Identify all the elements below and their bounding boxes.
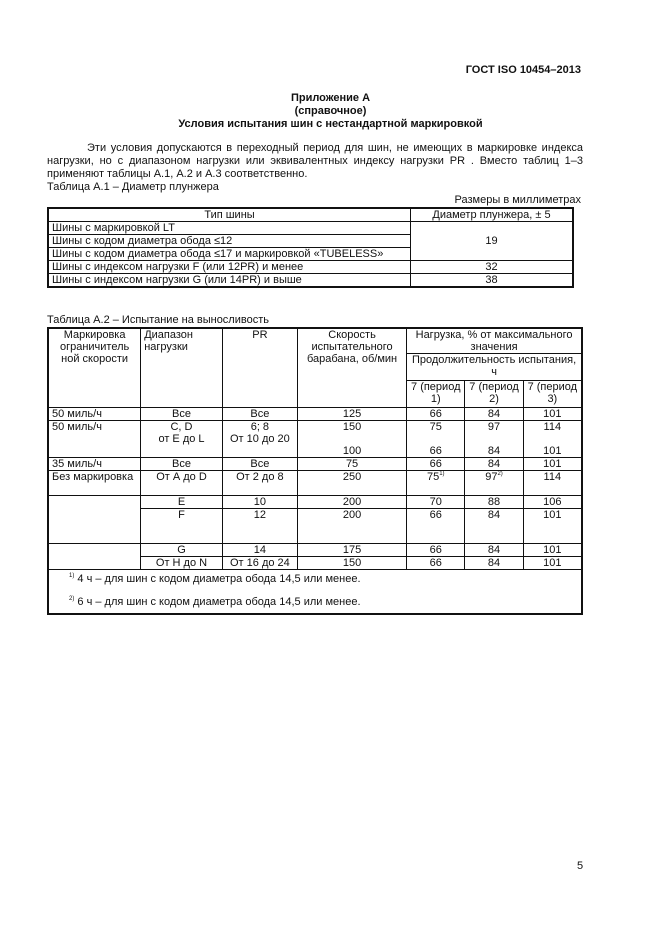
speed-marking-cell: 35 миль/ч — [48, 458, 141, 471]
table-row — [48, 471, 582, 496]
plunger-diameter-cell: 19 — [411, 222, 574, 261]
drum-speed-cell: 150 — [298, 557, 407, 570]
footnotes-cell — [48, 570, 582, 615]
table-a1-caption: Таблица А.1 – Диаметр плунжера — [47, 181, 219, 193]
table-a1-units: Размеры в миллиметрах — [454, 194, 581, 206]
footnotes-row — [48, 570, 582, 615]
period-3-cell: 101 — [523, 408, 582, 421]
header-drum-speed: Скорость испытательного барабана, об/мин — [298, 328, 407, 408]
tire-type-cell: Шины с индексом нагрузки G (или 14PR) и выше — [48, 274, 411, 288]
load-range-cell: От H до N — [141, 557, 223, 570]
footnote: $^{1)}$ 4 ч – для шин с кодом диаметра обода 14,5 или менее. — [69, 573, 361, 585]
table-row — [48, 421, 582, 458]
load-range-cell: Все — [141, 458, 223, 471]
load-range-cell: F — [141, 509, 223, 544]
load-range-cell: G — [141, 544, 223, 557]
period-3-cell: 114 101 — [523, 421, 582, 458]
period-2-cell: 84 — [465, 408, 523, 421]
period-2-cell: 88 — [465, 496, 523, 509]
header-speed-marking: Маркировка ограничитель ной скорости — [48, 328, 141, 408]
pr-cell: От 16 до 24 — [222, 557, 297, 570]
pr-cell: 10 — [222, 496, 297, 509]
pr-cell: 14 — [222, 544, 297, 557]
appendix-subtitle: Условия испытания шин с нестандартной маркировкой — [178, 118, 483, 130]
tire-type-cell: Шины с индексом нагрузки F (или 12PR) и менее — [48, 261, 411, 274]
load-range-cell: C, D от E до L — [141, 421, 223, 458]
pr-cell: 6; 8 От 10 до 20 — [222, 421, 297, 458]
tire-type-cell: Шины с маркировкой LT — [48, 222, 411, 235]
pr-cell: Все — [222, 458, 297, 471]
load-range-cell: Все — [141, 408, 223, 421]
table-row — [48, 496, 582, 509]
tire-type-cell: Шины с кодом диаметра обода ≤17 и маркировкой «TUBELESS» — [48, 248, 411, 261]
table-a2-caption: Таблица А.2 – Испытание на выносливость — [47, 314, 269, 326]
speed-marking-cell: 50 миль/ч — [48, 421, 141, 458]
period-3-cell: 106 — [523, 496, 582, 509]
table-a2 — [47, 327, 583, 615]
speed-marking-cell: Без маркировка — [48, 471, 141, 496]
appendix-title: Приложение А — [290, 92, 371, 104]
period-3-cell: 101 — [523, 557, 582, 570]
period-1-cell: 75$^{1)}$ — [407, 471, 465, 496]
period-3-cell: 101 — [523, 509, 582, 544]
pr-cell: Все — [222, 408, 297, 421]
drum-speed-cell: 250 — [298, 471, 407, 496]
intro-paragraph: Эти условия допускаются в переходный период для шин, не имеющих в маркировке индекса нагрузки, но с диапазоном нагрузки или эквивалентных индексу нагрузки PR . Вместо таблиц 1–3 применяют таблицы А.1, А.2 и А.3 соответственно. — [47, 142, 583, 180]
period-3-cell: 101 — [523, 544, 582, 557]
period-1-cell: 66 — [407, 544, 465, 557]
table-row — [48, 458, 582, 471]
period-1-cell: 66 — [407, 557, 465, 570]
period-3-cell: 114 — [523, 471, 582, 496]
page-number: 5 — [577, 860, 584, 872]
period-1-cell: 66 — [407, 458, 465, 471]
speed-marking-cell: 50 миль/ч — [48, 408, 141, 421]
table-row — [48, 544, 582, 557]
header-period-2: 7 (период 2) — [465, 381, 523, 408]
header-pr: PR — [222, 328, 297, 408]
header-tire-type: Тип шины — [48, 208, 411, 222]
load-range-cell: От А до D — [141, 471, 223, 496]
drum-speed-cell: 200 — [298, 509, 407, 544]
header-plunger-diameter: Диаметр плунжера, ± 5 — [411, 208, 574, 222]
speed-marking-cell — [48, 544, 141, 570]
header-load: Нагрузка, % от максимального значения — [407, 328, 582, 354]
period-1-cell: 66 — [407, 509, 465, 544]
pr-cell: 12 — [222, 509, 297, 544]
plunger-diameter-cell: 38 — [411, 274, 574, 288]
table-row — [48, 408, 582, 421]
appendix-kind: (справочное) — [294, 105, 367, 117]
period-2-cell: 84 — [465, 458, 523, 471]
drum-speed-cell: 75 — [298, 458, 407, 471]
speed-marking-cell — [48, 496, 141, 544]
period-1-cell: 66 — [407, 408, 465, 421]
plunger-diameter-cell: 32 — [411, 261, 574, 274]
period-3-cell: 101 — [523, 458, 582, 471]
period-1-cell: 75 66 — [407, 421, 465, 458]
pr-cell: От 2 до 8 — [222, 471, 297, 496]
footnote: $^{2)}$ 6 ч – для шин с кодом диаметра обода 14,5 или менее. — [69, 596, 361, 608]
table-a1 — [47, 207, 574, 288]
tire-type-cell: Шины с кодом диаметра обода ≤12 — [48, 235, 411, 248]
period-2-cell: 97 84 — [465, 421, 523, 458]
header-period-3: 7 (период 3) — [523, 381, 582, 408]
period-2-cell: 84 — [465, 509, 523, 544]
standard-code: ГОСТ ISO 10454–2013 — [465, 64, 581, 76]
header-load-range: Диапазон нагрузки — [141, 328, 223, 408]
drum-speed-cell: 200 — [298, 496, 407, 509]
drum-speed-cell: 125 — [298, 408, 407, 421]
drum-speed-cell: 150 100 — [298, 421, 407, 458]
header-period-1: 7 (период 1) — [407, 381, 465, 408]
period-2-cell: 84 — [465, 544, 523, 557]
drum-speed-cell: 175 — [298, 544, 407, 557]
period-1-cell: 70 — [407, 496, 465, 509]
period-2-cell: 97$^{2)}$ — [465, 471, 523, 496]
header-duration: Продолжительность испытания, ч — [407, 354, 582, 381]
load-range-cell: E — [141, 496, 223, 509]
period-2-cell: 84 — [465, 557, 523, 570]
